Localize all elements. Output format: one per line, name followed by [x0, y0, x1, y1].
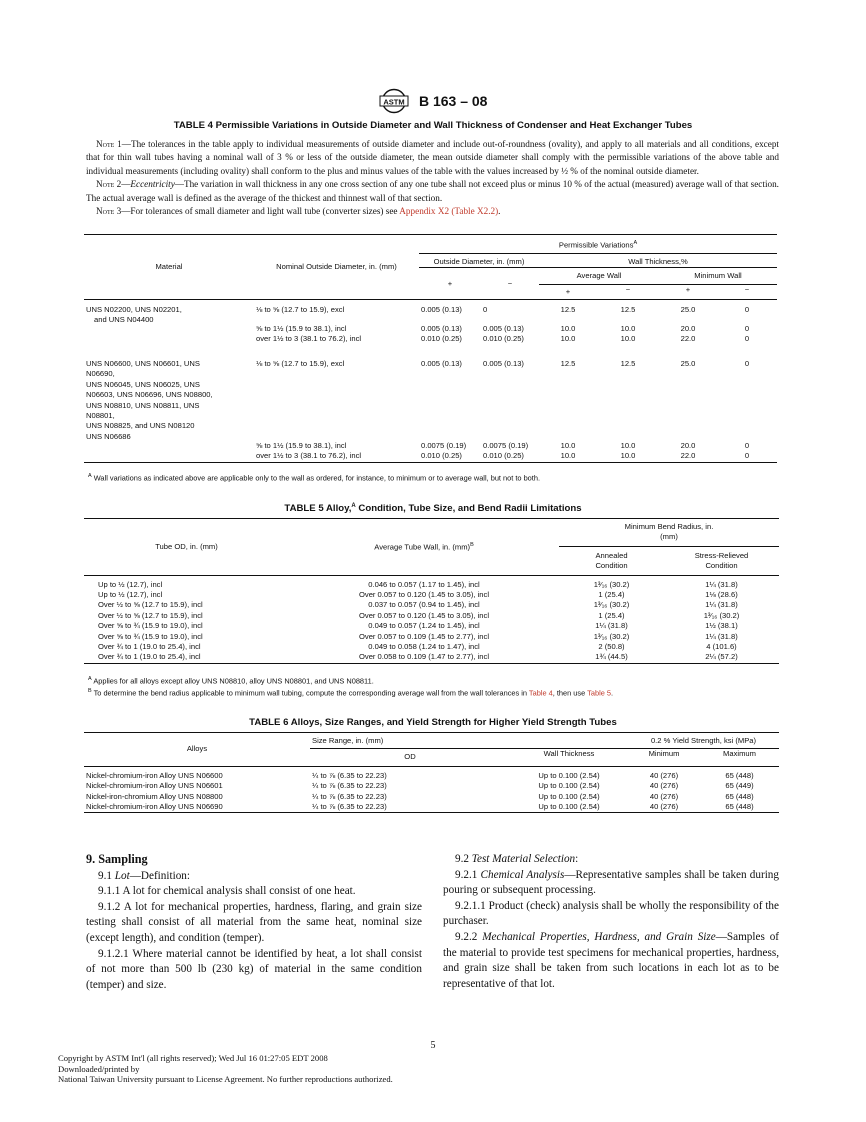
material-line: N06690, [86, 369, 115, 379]
permissible-sup: A [633, 240, 638, 246]
material-line: UNS N02200, UNS N02201, [86, 304, 182, 314]
size-cell: ⅛ to ⅝ (12.7 to 15.9), excl [256, 304, 345, 314]
size-cell: ⅝ to 1½ (15.9 to 38.1), incl [256, 440, 347, 450]
para-num: 9.2 [455, 853, 472, 865]
od-minus-cell: 0.010 (0.25) [483, 334, 524, 344]
tube-od-cell: Up to ½ (12.7), incl [98, 590, 163, 600]
col-od-plus: + [419, 268, 481, 300]
stress-relieved-cell: 4 (101.6) [706, 642, 737, 652]
avg-minus-cell: 10.0 [620, 440, 636, 450]
table5 [84, 518, 779, 664]
para-em: Mechanical Properties, Hardness, and Grain Size [482, 930, 716, 943]
col-size-range: Size Range, in. (mm) [310, 733, 628, 749]
avg-plus-cell: 10.0 [560, 451, 576, 461]
note-3-text: —For tolerances of small diameter and light wall tube (converter sizes) see [121, 206, 400, 217]
col-avg-minus: − [597, 284, 659, 299]
material-line: UNS N06600, UNS N06601, UNS [86, 358, 200, 368]
alloy-cell: Nickel-chromium-iron Alloy UNS N06600 [86, 770, 223, 780]
para-9-2-2 [443, 930, 779, 992]
note-3 [86, 205, 779, 218]
min-plus-cell: 25.0 [680, 358, 696, 368]
copyright-line: Copyright by ASTM Int'l (all rights reserved); Wed Jul 16 01:27:05 EDT 2008 [58, 1053, 328, 1063]
col-min-plus: + [659, 284, 717, 299]
left-column [86, 852, 422, 993]
caption-post: Condition, Tube Size, and Bend Radii Limitations [355, 503, 582, 515]
table-row [84, 792, 779, 802]
size-cell: over 1½ to 3 (38.1 to 76.2), incl [256, 451, 362, 461]
yield-max-cell: 65 (448) [725, 770, 754, 780]
material-cell [84, 359, 254, 462]
od-minus-cell: 0 [483, 304, 488, 314]
min-minus-cell: 0 [744, 304, 750, 314]
stress-relieved-cell: 1¼ (31.8) [705, 600, 738, 610]
col-yield: 0.2 % Yield Strength, ksi (MPa) [628, 733, 779, 749]
note-1 [86, 138, 779, 178]
col-avg-plus: + [539, 284, 597, 299]
page-number: 5 [430, 1040, 436, 1051]
material-line: N08801, [86, 410, 115, 420]
yield-max-cell: 65 (448) [725, 791, 754, 801]
para-text: —Definition: [129, 869, 190, 882]
col-nominal-od: Nominal Outside Diameter, in. (mm) [254, 235, 419, 300]
table-row [84, 305, 777, 315]
avg-plus-cell: 10.0 [560, 324, 576, 334]
min-plus-cell: 20.0 [680, 324, 696, 334]
yield-min-cell: 40 (276) [649, 770, 679, 780]
tube-od-cell: Over ½ to ⅝ (12.7 to 15.9), incl [98, 610, 203, 620]
table4-caption: TABLE 4 Permissible Variations in Outside Diameter and Wall Thickness of Condenser and Heat Exchanger Tubes [173, 120, 693, 131]
od-cell: ¼ to ⅞ (6.35 to 22.23) [312, 770, 387, 780]
wall-thickness-cell: Up to 0.100 (2.54) [538, 770, 600, 780]
yield-max-cell: 65 (449) [725, 781, 754, 791]
tube-od-cell: Over ⅝ to ¾ (15.9 to 19.0), incl [98, 621, 203, 631]
para-9-2 [443, 852, 779, 868]
annealed-cell: 1¾ (44.5) [595, 652, 628, 662]
material-line: and UNS N04400 [94, 315, 154, 325]
alloy-cell: Nickel-chromium-iron Alloy UNS N06690 [86, 802, 223, 812]
caption-sup: A [351, 503, 356, 509]
avg-minus-cell: 12.5 [620, 304, 636, 314]
avg-wall-label: Average Tube Wall, in. (mm) [374, 542, 471, 552]
table4-notes [86, 138, 779, 218]
od-plus-cell: 0.010 (0.25) [421, 334, 462, 344]
para-num: 9.1 [98, 869, 115, 882]
od-minus-cell: 0.005 (0.13) [483, 324, 524, 334]
col-min-bend-radius [559, 519, 779, 547]
stress-relieved-cell: 1½ (38.1) [705, 621, 738, 631]
min-bend-line2: (mm) [660, 532, 678, 542]
para-num: 9.2.2 [455, 930, 483, 943]
od-cell: ¼ to ⅞ (6.35 to 22.23) [312, 781, 387, 791]
wall-thickness-cell: Up to 0.100 (2.54) [538, 802, 600, 812]
min-minus-cell: 0 [744, 334, 750, 344]
avg-wall-cell: 0.049 to 0.057 (1.24 to 1.45), incl [368, 621, 480, 631]
avg-plus-cell: 10.0 [560, 334, 576, 344]
para-text: —Samples of the material to provide test specimens for mechanical properties, hardness, and grain size shall be taken from such locations in each lot as to be representative of that lot. [443, 930, 780, 990]
note-3-label: Note 3 [96, 206, 122, 217]
od-minus-cell: 0.0075 (0.19) [483, 440, 529, 450]
annealed-line2: Condition [595, 561, 628, 571]
note-1-text: —The tolerances in the table apply to individual measurements of outside diameter and include out-of-roundness (ovality), and apply to all materials and all conditions, except that for thin wall tubes having a nominal wall of 3 % or less of the outside diameter, the mean outside diameter shall comply with the permissible variations of the above table and individual measurements (including ovality) shall conform to the plus and minus values of the table with the values increased by ½ % of the nominal outside diameter. [86, 139, 779, 176]
annealed-cell: 1³⁄₁₆ (30.2) [593, 600, 630, 610]
right-column [443, 852, 779, 992]
para-num: 9.2.1 [455, 868, 481, 881]
avg-wall-cell: Over 0.057 to 0.120 (1.45 to 3.05), incl [358, 590, 490, 600]
footnote-b-label: B [88, 688, 92, 695]
od-minus-cell: 0.005 (0.13) [483, 358, 524, 368]
avg-minus-cell: 10.0 [620, 324, 636, 334]
min-plus-cell: 20.0 [680, 440, 696, 450]
min-plus-cell: 25.0 [680, 304, 696, 314]
section-9-heading: 9. Sampling [86, 852, 148, 866]
footnote-text: Wall variations as indicated above are applicable only to the wall as ordered, for instance, to minimum or to average wall, but not to both. [93, 473, 541, 483]
annealed-cell: 2 (50.8) [598, 642, 625, 652]
material-line: UNS N06686 [86, 431, 131, 441]
min-minus-cell: 0 [744, 451, 750, 461]
astm-logo-icon [379, 88, 409, 114]
avg-plus-cell: 10.0 [560, 440, 576, 450]
tube-od-cell: Up to ½ (12.7), incl [98, 579, 163, 589]
table-x2-2-link[interactable]: (Table X2.2) [451, 206, 499, 217]
para-9-1-2: 9.1.2 A lot for mechanical properties, hardness, flaring, and grain size testing shall consist of all material from the same heat, nominal size (except length), and condition (temper). [86, 900, 422, 944]
table4-footnote [88, 471, 778, 483]
yield-min-cell: 40 (276) [649, 781, 679, 791]
od-plus-cell: 0.010 (0.25) [421, 451, 462, 461]
table-row [84, 590, 779, 600]
avg-plus-cell: 12.5 [560, 304, 576, 314]
col-avg-wall: Average Wall [539, 268, 659, 284]
material-line: UNS N08810, UNS N08811, UNS [86, 400, 200, 410]
yield-min-cell: 40 (276) [649, 791, 679, 801]
footnote-b [88, 686, 778, 698]
col-od: OD [310, 749, 510, 766]
table-row [84, 611, 779, 621]
footnote-a [88, 674, 778, 686]
table-row [84, 632, 779, 642]
min-minus-cell: 0 [744, 358, 750, 368]
col-min-minus: − [717, 284, 777, 299]
material-line: UNS N06045, UNS N06025, UNS [86, 379, 200, 389]
stress-relieved-cell: 1¼ (31.8) [705, 631, 738, 641]
col-alloys: Alloys [84, 733, 310, 767]
para-em: Test Material Selection [471, 853, 576, 865]
wall-thickness-cell: Up to 0.100 (2.54) [538, 791, 600, 801]
yield-min-cell: 40 (276) [649, 802, 679, 812]
col-od-minus: − [481, 268, 539, 300]
col-min-wall: Minimum Wall [659, 268, 777, 284]
note-2-label: Note 2 [96, 179, 122, 190]
col-material: Material [84, 235, 254, 300]
copyright-line: Downloaded/printed by [58, 1063, 140, 1074]
col-wall-thickness: Wall Thickness [510, 749, 628, 766]
avg-minus-cell: 10.0 [620, 334, 636, 344]
alloy-cell: Nickel-chromium-iron Alloy UNS N06601 [86, 781, 223, 791]
table-row [84, 781, 779, 791]
col-od: Outside Diameter, in. (mm) [419, 253, 539, 267]
min-plus-cell: 22.0 [680, 451, 696, 461]
para-9-2-1 [443, 868, 779, 899]
stress-relieved-cell: 1¼ (31.8) [705, 579, 738, 589]
table-row [84, 600, 779, 610]
avg-wall-cell: Over 0.058 to 0.109 (1.47 to 2.77), incl [358, 652, 490, 662]
footnote-a-label: A [88, 676, 92, 682]
col-tube-od: Tube OD, in. (mm) [84, 519, 289, 576]
para-9-1-1: 9.1.1 A lot for chemical analysis shall consist of one heat. [98, 885, 356, 898]
od-plus-cell: 0.005 (0.13) [421, 304, 462, 314]
designation: B 163 – 08 [418, 93, 488, 109]
note-3-end: . [498, 206, 501, 217]
alloy-cell: Nickel-iron-chromium Alloy UNS N08800 [86, 791, 223, 801]
note-2: Note 2—Eccentricity—The variation in wall thickness in any one cross section of any one tube shall not exceed plus or minus 10 % of the actual (measured) average wall of that section. The actual average wall is defined as the average of the thickest and thinnest wall of that section. [86, 179, 779, 203]
table5-footnotes [88, 674, 778, 699]
stress-relieved-cell: 2¼ (57.2) [705, 652, 738, 662]
col-stress-relieved [664, 546, 779, 575]
table6-caption: TABLE 6 Alloys, Size Ranges, and Yield Strength for Higher Yield Strength Tubes [249, 717, 617, 728]
copyright-line: National Taiwan University pursuant to License Agreement. No further reproductions authorized. [58, 1074, 393, 1085]
table6 [84, 732, 779, 813]
table5-body [84, 575, 779, 663]
note-2-text: —The variation in wall thickness in any one cross section of any one tube shall not exceed plus or minus 10 % of the actual (measured) average wall of that section. The actual average wall is defined as the average of the thickest and thinnest wall of that section. [86, 179, 779, 203]
col-annealed [559, 546, 664, 575]
page-header [0, 88, 866, 114]
od-cell: ¼ to ⅞ (6.35 to 22.23) [312, 802, 387, 812]
col-minimum: Minimum [628, 749, 700, 766]
material-cell [84, 305, 254, 345]
avg-wall-cell: 0.046 to 0.057 (1.17 to 1.45), incl [368, 579, 480, 589]
table-row [84, 642, 779, 652]
stress-relieved-cell: 1⅛ (28.6) [705, 590, 738, 600]
col-avg-tube-wall [289, 519, 559, 576]
footnote-label: A [88, 473, 92, 479]
annealed-cell: 1¼ (31.8) [595, 621, 628, 631]
table-row [84, 802, 779, 813]
avg-minus-cell: 10.0 [620, 451, 636, 461]
size-cell: ⅝ to 1½ (15.9 to 38.1), incl [256, 324, 347, 334]
min-bend-line1: Minimum Bend Radius, in. [624, 522, 714, 531]
footnote-b-mid: , then use [552, 688, 588, 698]
min-minus-cell: 0 [744, 324, 750, 334]
para-em: Lot [114, 869, 130, 882]
para-9-1-2-1: 9.1.2.1 Where material cannot be identified by heat, a lot shall consist of not more than 500 lb (230 kg) of material in the same condition (temper) and size. [86, 947, 422, 991]
material-line: N06603, UNS N06696, UNS N08800, [86, 390, 213, 400]
table4 [84, 234, 777, 463]
stress-line2: Condition [705, 561, 738, 571]
para-9-2-1-1: 9.2.1.1 Product (check) analysis shall be wholly the responsibility of the purchaser. [443, 899, 779, 928]
permissible-label: Permissible Variations [558, 240, 634, 250]
col-maximum: Maximum [700, 749, 779, 766]
yield-max-cell: 65 (448) [725, 802, 754, 812]
col-wall: Wall Thickness,% [539, 253, 777, 267]
od-minus-cell: 0.010 (0.25) [483, 451, 524, 461]
table-row [84, 652, 779, 663]
annealed-cell: 1³⁄₁₆ (30.2) [593, 631, 630, 641]
avg-wall-cell: Over 0.057 to 0.120 (1.45 to 3.05), incl [358, 610, 490, 620]
min-minus-cell: 0 [744, 440, 750, 450]
footnote-b-end: . [611, 688, 614, 698]
col-permissible [419, 235, 777, 254]
logo-text: ASTM [382, 97, 405, 107]
table5-link[interactable]: Table 5 [587, 688, 611, 698]
footnote-a-text: Applies for all alloys except alloy UNS N08810, alloy UNS N08801, and UNS N08811. [93, 676, 374, 686]
caption-pre: TABLE 5 Alloy, [284, 503, 352, 515]
od-plus-cell: 0.0075 (0.19) [421, 440, 467, 450]
tube-od-cell: Over ½ to ⅝ (12.7 to 15.9), incl [98, 600, 203, 610]
wall-thickness-cell: Up to 0.100 (2.54) [538, 781, 600, 791]
annealed-cell: 1³⁄₁₆ (30.2) [593, 579, 630, 589]
para-text: : [575, 853, 579, 865]
avg-plus-cell: 12.5 [560, 358, 576, 368]
table-row [84, 621, 779, 631]
table-row [84, 359, 777, 441]
tube-od-cell: Over ¾ to 1 (19.0 to 25.4), incl [98, 652, 201, 662]
para-9-1 [86, 869, 422, 885]
stress-relieved-cell: 1³⁄₁₆ (30.2) [703, 610, 740, 620]
min-plus-cell: 22.0 [680, 334, 696, 344]
tube-od-cell: Over ¾ to 1 (19.0 to 25.4), incl [98, 642, 201, 652]
od-plus-cell: 0.005 (0.13) [421, 358, 462, 368]
avg-minus-cell: 12.5 [620, 358, 636, 368]
od-plus-cell: 0.005 (0.13) [421, 324, 462, 334]
avg-wall-cell: Over 0.057 to 0.109 (1.45 to 2.77), incl [358, 631, 490, 641]
avg-wall-sup: B [470, 542, 474, 549]
note-2-em: Eccentricity [130, 179, 175, 190]
annealed-cell: 1 (25.4) [598, 590, 625, 600]
footnote-b-text: To determine the bend radius applicable to minimum wall tubing, compute the corresponding average wall from the wall tolerances in [93, 688, 529, 698]
table-row [84, 575, 779, 590]
avg-wall-cell: 0.049 to 0.058 (1.24 to 1.47), incl [368, 642, 480, 652]
para-em: Chemical Analysis [480, 868, 565, 881]
para-text: —Representative samples shall be taken during pouring or subsequent processing. [443, 868, 779, 897]
annealed-cell: 1 (25.4) [598, 610, 625, 620]
annealed-line1: Annealed [595, 550, 628, 560]
od-cell: ¼ to ⅞ (6.35 to 22.23) [312, 791, 387, 801]
table6-body [84, 766, 779, 813]
note-1-label: Note 1 [96, 139, 122, 149]
table-row [84, 766, 779, 781]
appendix-x2-link[interactable]: Appendix X2 [399, 206, 450, 217]
copyright-notice [58, 1053, 393, 1085]
material-line: UNS N08825, and UNS N08120 [86, 421, 195, 431]
table5-caption [0, 503, 866, 514]
size-cell: ⅛ to ⅝ (12.7 to 15.9), excl [256, 358, 345, 368]
table4-link[interactable]: Table 4 [528, 688, 553, 698]
stress-line1: Stress-Relieved [694, 550, 749, 560]
tube-od-cell: Over ⅝ to ¾ (15.9 to 19.0), incl [98, 631, 203, 641]
size-cell: over 1½ to 3 (38.1 to 76.2), incl [256, 334, 362, 344]
avg-wall-cell: 0.037 to 0.057 (0.94 to 1.45), incl [368, 600, 480, 610]
